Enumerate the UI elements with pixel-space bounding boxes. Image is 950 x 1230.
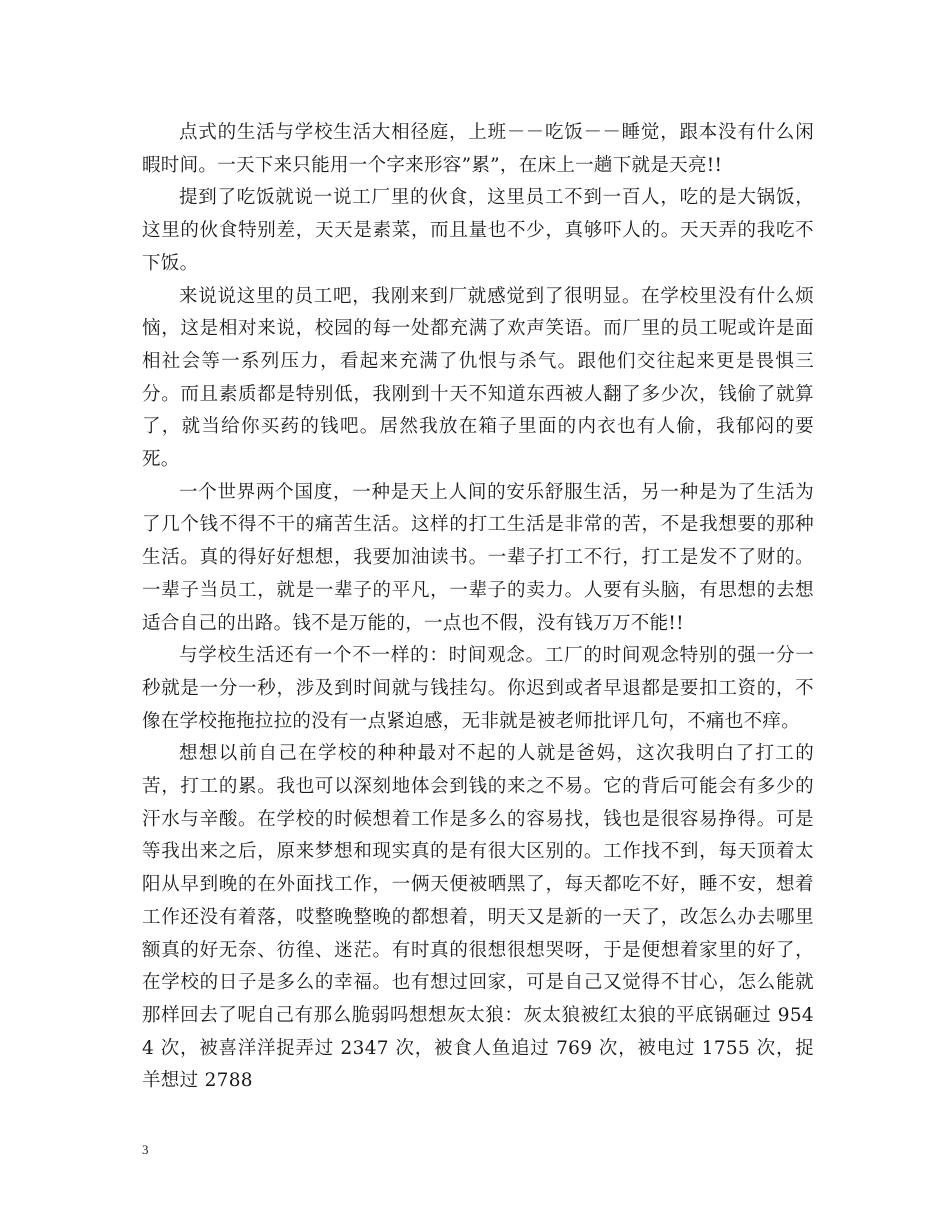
page-number: 3 [142,1142,149,1157]
paragraph: 来说说这里的员工吧，我刚来到厂就感觉到了很明显。在学校里没有什么烦恼，这是相对来说，校园的每一处都充满了欢声笑语。而厂里的员工呢或许是面相社会等一系列压力，看起来充满了仇恨与杀气。跟他们交往起来更是畏惧三分。而且素质都是特别低，我刚到十天不知道东西被人翻了多少次，钱偷了就算了，就当给你买药的钱吧。居然我放在箱子里面的内衣也有人偷，我郁闷的要死。 [142,285,814,471]
paragraph: 一个世界两个国度，一种是天上人间的安乐舒服生活，另一种是为了生活为了几个钱不得不干的痛苦生活。这样的打工生活是非常的苦，不是我想要的那种生活。真的得好好想想，我要加油读书。一辈子打工不行，打工是发不了财的。一辈子当员工，就是一辈子的平凡，一辈子的卖力。人要有头脑，有思想的去想适合自己的出路。钱不是万能的，一点也不假，没有钱万万不能!! [142,481,814,634]
paragraph: 想想以前自己在学校的种种最对不起的人就是爸妈，这次我明白了打工的苦，打工的累。我也可以深刻地体会到钱的来之不易。它的背后可能会有多少的汗水与辛酸。在学校的时候想着工作是多么的容易找，钱也是很容易挣得。可是等我出来之后，原来梦想和现实真的是有很大区别的。工作找不到，每天顶着太阳从早到晚的在外面找工作，一俩天便被晒黑了，每天都吃不好，睡不安，想着工作还没有着落，哎整晚整晚的都想着，明天又是新的一天了，改怎么办去哪里额真的好无奈、彷徨、迷茫。有时真的很想很想哭呀，于是便想着家里的好了，在学校的日子是多么的幸福。也有想过回家，可是自己又觉得不甘心，怎么能就那样回去了呢自己有那么脆弱吗想想灰太狼：灰太狼被红太狼的平底锅砸过 9544 次，被喜洋洋捉弄过 2347 次，被食人鱼追过 769 次，被电过 1755 次，捉羊想过 2788 [142,743,814,1092]
paragraph: 与学校生活还有一个不一样的：时间观念。工厂的时间观念特别的强一分一秒就是一分一秒，涉及到时间就与钱挂勾。你迟到或者早退都是要扣工资的，不像在学校拖拖拉拉的没有一点紧迫感，无非就是被老师批评几句，不痛也不痒。 [142,645,814,732]
document-body [142,117,814,1098]
paragraph: 提到了吃饭就说一说工厂里的伙食，这里员工不到一百人，吃的是大锅饭，这里的伙食特别差，天天是素菜，而且量也不少，真够吓人的。天天弄的我吃不下饭。 [142,187,814,274]
paragraph: 点式的生活与学校生活大相径庭，上班－－吃饭－－睡觉，跟本没有什么闲暇时间。一天下来只能用一个字来形容”累”，在床上一趟下就是天亮!! [142,122,814,176]
